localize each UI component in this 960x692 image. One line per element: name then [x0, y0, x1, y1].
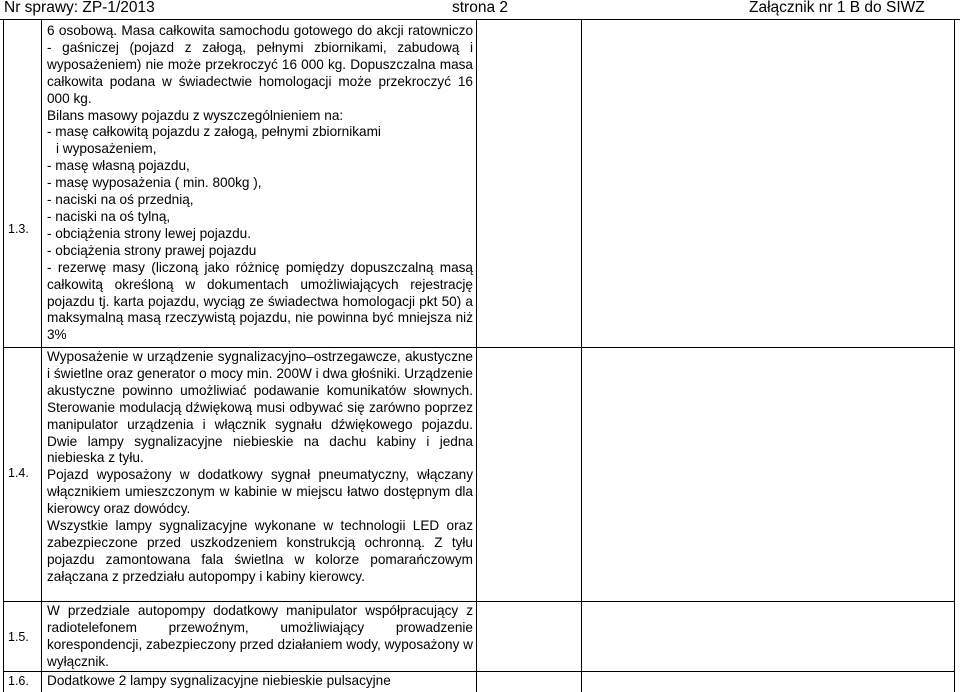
table-top-border [0, 19, 960, 20]
description-column-divider [476, 19, 477, 692]
list-item: i wyposażeniem, [56, 141, 157, 157]
row-number-1-5: 1.5. [8, 630, 29, 644]
row-divider-3 [3, 671, 955, 672]
paragraph: Wszystkie lampy sygnalizacyjne wykonane w technologii LED oraz zabezpieczone przed uszkodzeniem konstrukcją ochronną. Z tyłu pojazdu zamontowana fala świetlna w kolorze pomarańczowym załączana z przedziału autopompy i kabiny kierowcy. [47, 518, 473, 584]
list-item: - masę całkowitą pojazdu z załogą, pełnymi zbiornikami [47, 124, 381, 140]
row-number-1-6: 1.6. [8, 674, 29, 688]
table-left-border [3, 19, 4, 692]
case-number: Nr sprawy: ZP-1/2013 [4, 0, 155, 16]
list-item: - obciążenia strony lewej pojazdu. [47, 225, 252, 241]
list-item: - naciski na oś tylną, [47, 208, 171, 224]
attachment-label: Załącznik nr 1 B do SIWZ [749, 0, 925, 16]
paragraph: Dodatkowe 2 lampy sygnalizacyjne niebieskie pulsacyjne [47, 673, 391, 688]
column-divider-4 [954, 19, 955, 692]
paragraph: Pojazd wyposażony w dodatkowy sygnał pneumatyczny, włączany włącznikiem umieszczonym w kabinie w miejscu łatwo dostępnym dla kierowcy oraz dowódcy. [47, 467, 473, 517]
list-item: - masę własną pojazdu, [47, 158, 190, 174]
list-item: - naciski na oś przednią, [47, 192, 194, 208]
paragraph: Wyposażenie w urządzenie sygnalizacyjno–ostrzegawcze, akustyczne i świetlne oraz generator o mocy min. 200W i dwa głośniki. Urządzenie akustyczne powinno umożliwiać podawanie komunikatów słownych. Sterowanie modulacją dźwiękową musi odbywać się zarówno poprzez manipulator urządzenia i włącznik sygnału dźwiękowego pojazdu. Dwie lampy sygnalizacyjne niebieskie na dachu kabiny i jedna niebieska z tyłu. [47, 349, 473, 466]
row-divider-1 [3, 347, 955, 348]
row-description-1-6 [47, 673, 473, 690]
list-item: - rezerwę masy (liczoną jako różnicę pomiędzy dopuszczalną masą całkowitą określoną w dokumentach umożliwiających rejestrację pojazdu tj. karta pojazdu, wyciąg ze świadectwa homologacji pkt 50) a maksymalną masą rzeczywistą pojazdu, nie powinna być mniejsza niż 3% [47, 259, 473, 343]
list-item: - obciążenia strony prawej pojazdu [47, 242, 257, 258]
paragraph: W przedziale autopompy dodatkowy manipulator współpracujący z radiotelefonem przewoźnym, umożliwiający prowadzenie korespondencji, zabezpieczony przed działaniem wody, wyposażony w wyłącznik. [47, 603, 473, 669]
row-number-1-3: 1.3. [8, 222, 29, 236]
row-divider-2 [3, 601, 955, 602]
row-number-1-4: 1.4. [8, 466, 29, 480]
list-item: - masę wyposażenia ( min. 800kg ), [47, 175, 262, 191]
row-description-1-3 [47, 23, 473, 344]
row-description-1-5 [47, 603, 473, 671]
number-column-divider [41, 19, 42, 692]
row-description-1-4 [47, 349, 473, 586]
column-divider-3 [581, 19, 582, 692]
paragraph: Bilans masowy pojazdu z wyszczególnieniem na: [47, 107, 344, 123]
page-number: strona 2 [452, 0, 509, 16]
paragraph: 6 osobową. Masa całkowita samochodu gotowego do akcji ratowniczo - gaśniczej (pojazd z załogą, pełnymi zbiornikami, zabudową i wyposażeniem) nie może przekroczyć 16 000 kg. Dopuszczalna masa całkowita podana w świadectwie homologacji może przekroczyć 16 000 kg. [47, 23, 473, 106]
page-header [0, 0, 960, 20]
